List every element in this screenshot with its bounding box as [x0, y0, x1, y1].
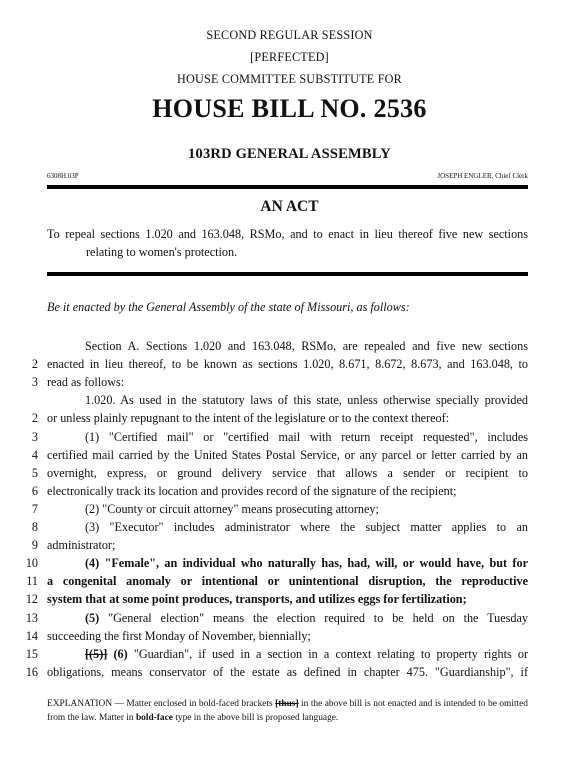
line-text: system that at some point produces, transports, and utilizes eggs for fertilization;: [47, 592, 467, 606]
line-text-rest: "General election" means the election required to be held on the Tuesday: [99, 611, 528, 625]
line-text: (2) "County or circuit attorney" means prosecuting attorney;: [85, 502, 379, 516]
enacting-clause: Be it enacted by the General Assembly of the state of Missouri, as follows:: [47, 300, 410, 314]
line-text: overnight, express, or ground delivery service that allows a sender or recipient to: [47, 466, 528, 480]
bill-line: [0, 428, 579, 446]
header-divider: [47, 185, 528, 189]
bill-line: [0, 645, 579, 663]
act-summary-line: relating to women's protection.: [86, 244, 238, 259]
act-summary: [47, 226, 528, 262]
new-item-number: (5): [85, 611, 100, 625]
bill-line: [0, 391, 579, 409]
explanation-tail: type in the above bill is proposed language.: [172, 712, 339, 723]
bill-line: [0, 409, 579, 427]
line-number: 9: [31, 538, 38, 552]
bill-line: [0, 446, 579, 464]
repealed-item-number: [(5)]: [85, 647, 108, 661]
line-number: 2: [31, 411, 38, 425]
bill-line: [0, 500, 579, 518]
line-text: [47, 645, 528, 663]
bill-line: [0, 590, 579, 608]
line-text: electronically track its location and provides record of the signature of the recipient;: [47, 484, 457, 498]
line-text: [47, 609, 528, 627]
chief-clerk: JOSEPH ENGLER, Chief Clerk: [437, 172, 528, 180]
line-number: 10: [25, 556, 38, 570]
bill-line: [0, 464, 579, 482]
assembly-label: 103RD GENERAL ASSEMBLY: [188, 146, 391, 162]
document-id: 6308H.03P: [47, 172, 79, 180]
line-text: 1.020. As used in the statutory laws of this state, unless otherwise specially provided: [85, 393, 528, 407]
line-text: (3) "Executor" includes administrator where the subject matter applies to an: [85, 520, 528, 534]
line-number: 7: [31, 502, 38, 516]
explanation-note: [47, 698, 528, 725]
line-text: a congenital anomaly or intentional or unintentional disruption, the reproductive: [47, 574, 528, 588]
line-number: 13: [25, 611, 38, 625]
explanation-lead: EXPLANATION — Matter enclosed in bold-faced brackets: [47, 699, 276, 709]
line-text: Section A. Sections 1.020 and 163.048, RSMo, are repealed and five new sections: [85, 339, 528, 353]
line-number: 16: [25, 665, 38, 679]
line-text-rest: "Guardian", if used in a section in a context relating to property rights or: [127, 647, 528, 661]
status-label: [PERFECTED]: [250, 50, 329, 64]
line-text: (4) "Female", an individual who naturally has, had, will, or would have, but for: [85, 556, 528, 570]
line-text: obligations, means conservator of the estate as defined in chapter 475. "Guardianship", if: [47, 665, 528, 679]
bill-title: HOUSE BILL NO. 2536: [152, 94, 427, 123]
line-text: enacted in lieu thereof, to be known as sections 1.020, 8.671, 8.672, 8.673, and 163.048, to: [47, 357, 528, 371]
bill-line: [0, 627, 579, 645]
line-text: administrator;: [47, 538, 116, 552]
bill-line: [0, 337, 579, 355]
bill-line: [0, 355, 579, 373]
line-number: 3: [31, 430, 38, 444]
line-number: 4: [31, 448, 38, 462]
line-text: succeeding the first Monday of November, biennially;: [47, 629, 311, 643]
line-number: 8: [31, 520, 38, 534]
bill-line: [0, 518, 579, 536]
session-label: SECOND REGULAR SESSION: [206, 28, 373, 42]
line-text: or unless plainly repugnant to the intent of the legislature or to the context thereof:: [47, 411, 450, 425]
act-summary-line: To repeal sections 1.020 and 163.048, RSMo, and to enact in lieu thereof five new sections: [47, 227, 528, 241]
line-number: 15: [25, 647, 38, 661]
explanation-bold-example: bold-face: [135, 712, 173, 723]
line-number: 6: [31, 484, 38, 498]
line-text: certified mail carried by the United States Postal Service, or any parcel or letter carried by an: [47, 448, 528, 462]
bill-line: [0, 663, 579, 681]
bill-line: [0, 609, 579, 627]
line-number: 5: [31, 466, 38, 480]
new-item-number: (6): [107, 647, 128, 661]
line-number: 2: [31, 357, 38, 371]
line-number: 3: [31, 375, 38, 389]
bill-line: [0, 536, 579, 554]
summary-divider: [47, 272, 528, 276]
bill-line: [0, 554, 579, 572]
bill-line: [0, 373, 579, 391]
line-number: 14: [25, 629, 38, 643]
line-text: read as follows:: [47, 375, 125, 389]
line-number: 12: [25, 592, 38, 606]
act-heading: AN ACT: [260, 198, 319, 215]
bill-line: [0, 482, 579, 500]
line-text: (1) "Certified mail" or "certified mail with return receipt requested", includes: [85, 430, 528, 444]
line-number: 11: [26, 574, 38, 588]
bill-line: [0, 572, 579, 590]
explanation-mid: in the above bill is not enacted and is intended to be omitted from the law. Matter in: [47, 699, 528, 723]
explanation-bracket-example: [thus]: [275, 699, 299, 709]
substitute-label: HOUSE COMMITTEE SUBSTITUTE FOR: [176, 72, 403, 86]
